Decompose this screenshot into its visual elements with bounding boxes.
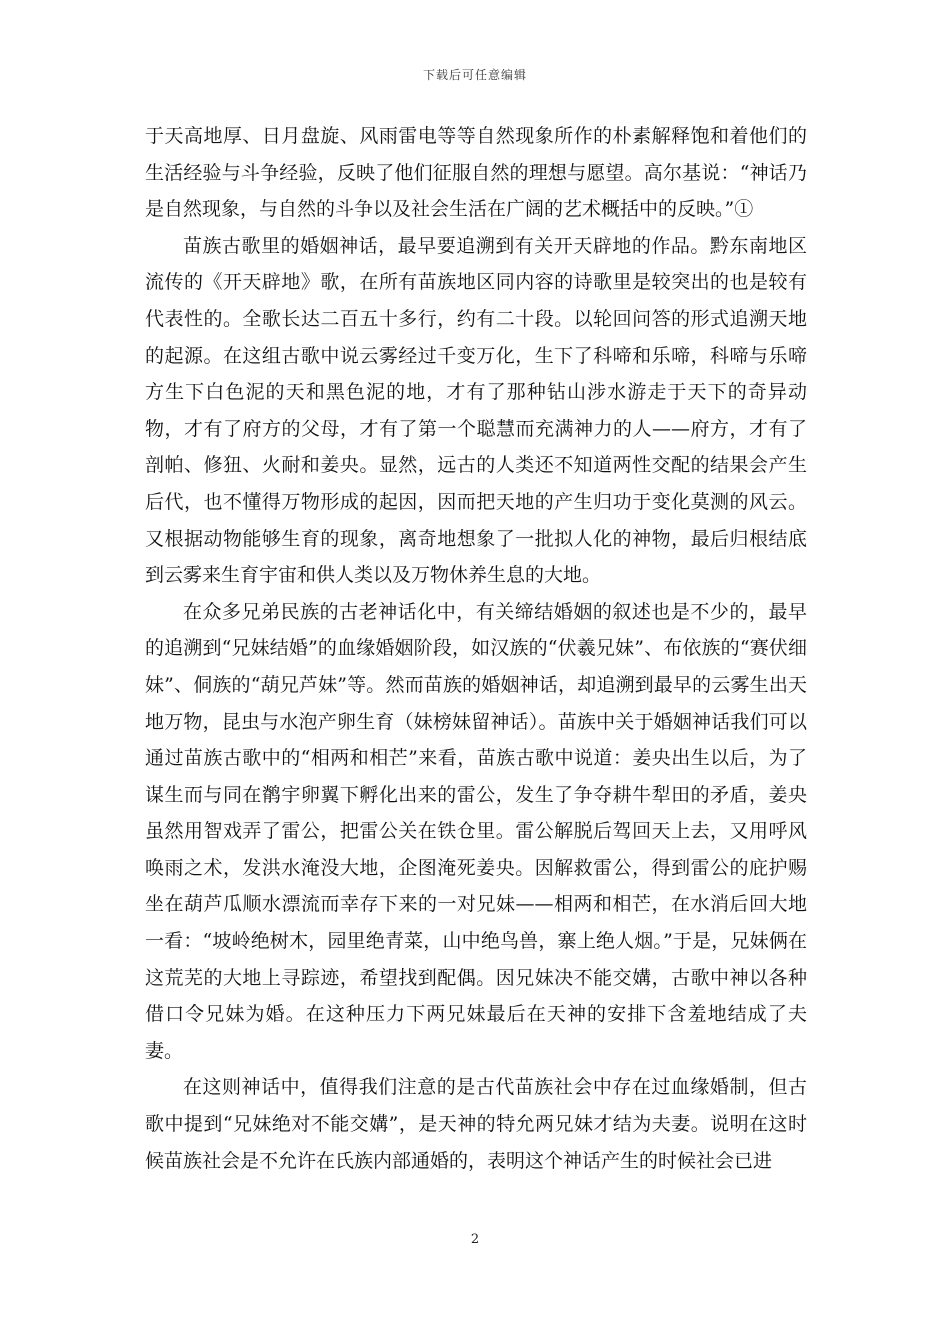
paragraph-1: 于天高地厚、日月盘旋、风雨雷电等等自然现象所作的朴素解释饱和着他们的生活经验与斗争经验，反映了他们征服自然的理想与愿望。高尔基说：“神话乃是自然现象，与自然的斗争以及社会生活在广阔的艺术概括中的反映。”① (145, 125, 807, 221)
paragraph-3: 在众多兄弟民族的古老神话化中，有关缔结婚姻的叙述也是不少的，最早的追溯到“兄妹结婚”的血缘婚姻阶段，如汉族的“伏羲兄妹”、布依族的“赛伏细妹”、侗族的“葫兄芦妹”等。然而苗族的婚姻神话，却追溯到最早的云雾生出天地万物，昆虫与水泡产卵生育（妹榜妹留神话）。苗族中关于婚姻神话我们可以通过苗族古歌中的“相两和相芒”来看，苗族古歌中说道：姜央出生以后，为了谋生而与同在鹡宇卵翼下孵化出来的雷公，发生了争夺耕牛犁田的矛盾，姜央虽然用智戏弄了雷公，把雷公关在铁仓里。雷公解脱后驾回天上去，又用呼风唤雨之术，发洪水淹没大地，企图淹死姜央。因解救雷公，得到雷公的庇护赐坐在葫芦瓜顺水漂流而幸存下来的一对兄妹——相两和相芒，在水消后回大地一看：“坡岭绝树木，园里绝青菜，山中绝鸟兽，寨上绝人烟。”于是，兄妹俩在这荒芜的大地上寻踪迹，希望找到配偶。因兄妹决不能交媾，古歌中神以各种借口令兄妹为婚。在这种压力下两兄妹最后在天神的安排下含羞地结成了夫妻。 (145, 600, 807, 1062)
paragraph-2: 苗族古歌里的婚姻神话，最早要追溯到有关开天辟地的作品。黔东南地区流传的《开天辟地》歌，在所有苗族地区同内容的诗歌里是较突出的也是较有代表性的。全歌长达二百五十多行，约有二十段。以轮回问答的形式追溯天地的起源。在这组古歌中说云雾经过千变万化，生下了科啼和乐啼，科啼与乐啼方生下白色泥的天和黑色泥的地，才有了那种钻山涉水游走于天下的奇异动物，才有了府方的父母，才有了第一个聪慧而充满神力的人——府方，才有了剖帕、修狃、火耐和姜央。显然，远古的人类还不知道两性交配的结果会产生后代，也不懂得万物形成的起因，因而把天地的产生归功于变化莫测的风云。又根据动物能够生育的现象，离奇地想象了一批拟人化的神物，最后归根结底到云雾来生育宇宙和供人类以及万物休养生息的大地。 (145, 234, 807, 587)
page-number: 2 (470, 1232, 480, 1247)
document-body (145, 118, 807, 1179)
paragraph-4: 在这则神话中，值得我们注意的是古代苗族社会中存在过血缘婚制，但古歌中提到“兄妹绝对不能交媾”，是天神的特允两兄妹才结为夫妻。说明在这时候苗族社会是不允许在氏族内部通婚的，表明这个神话产生的时候社会已进 (145, 1076, 807, 1172)
page-header: 下载后可任意编辑 (422, 68, 527, 82)
